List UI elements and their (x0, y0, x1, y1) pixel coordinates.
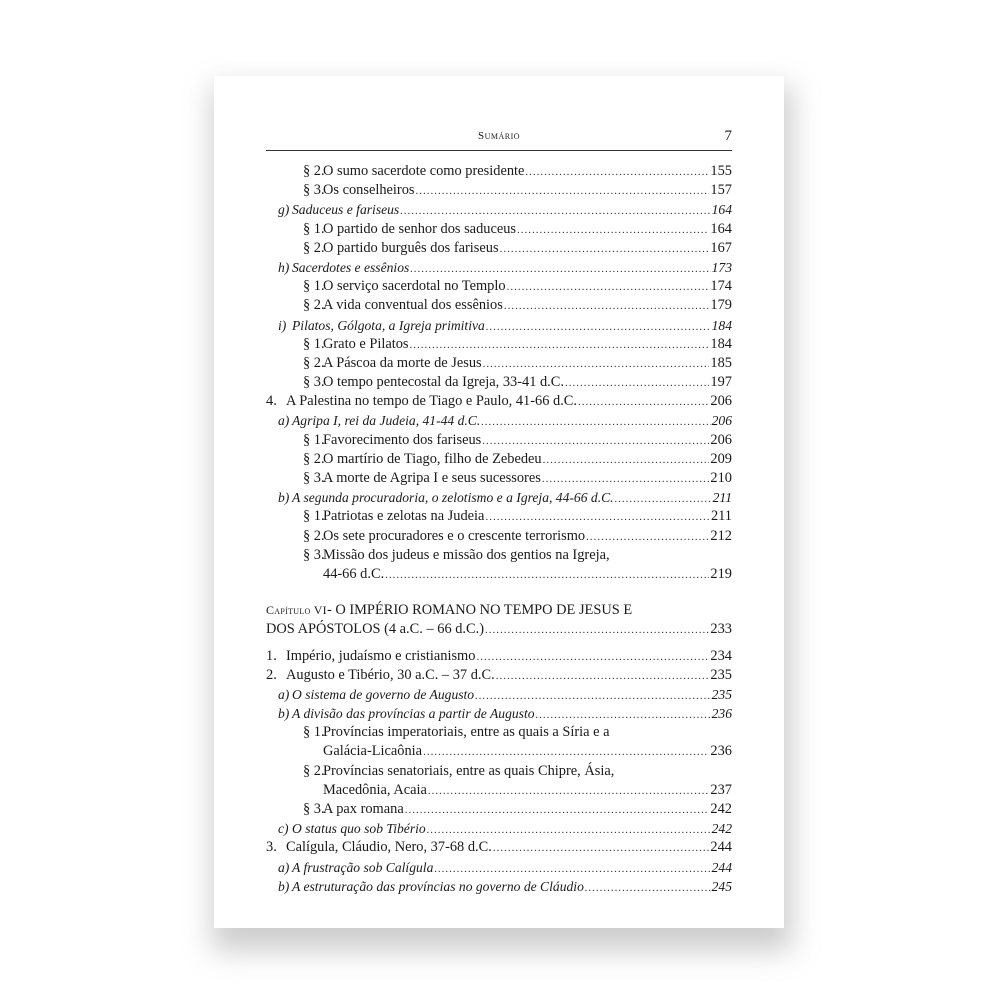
toc-entry: § 2. Províncias senatoriais, entre as quais Chipre, Ásia, (303, 762, 615, 779)
running-header (266, 128, 732, 151)
toc-entry: § 3. Os conselheiros ..... 157 (266, 181, 732, 200)
toc-entry: a) O sistema de governo de Augusto ..... 235 (266, 685, 732, 704)
toc-entry: a) Agripa I, rei da Judeia, 41-44 d.C. ..... 206 (266, 411, 732, 430)
toc-entry: § 2. O martírio de Tiago, filho de Zebedeu ..... 209 (266, 450, 732, 469)
toc-entry: § 2. A vida conventual dos essênios ..... 179 (266, 296, 732, 315)
toc-entry: 2. Augusto e Tibério, 30 a.C. – 37 d.C. ..... 235 (266, 666, 732, 685)
toc-entry: b) A estruturação das províncias no governo de Cláudio ..... 245 (266, 877, 732, 896)
toc-entry: § 2. A Páscoa da morte de Jesus ..... 185 (266, 354, 732, 373)
toc-entry-continuation: Galácia-Licaônia ..... 236 (266, 742, 732, 761)
toc-entry: 4. A Palestina no tempo de Tiago e Paulo, 41-66 d.C. ..... 206 (266, 392, 732, 411)
toc-entry: § 3. O tempo pentecostal da Igreja, 33-41 d.C. ..... 197 (266, 373, 732, 392)
chapter-heading-continuation: DOS APÓSTOLOS (4 a.C. – 66 d.C.) ..... 233 (266, 620, 732, 639)
toc-entry: § 2. Os sete procuradores e o crescente terrorismo ..... 212 (266, 527, 732, 546)
toc-entry: 3. Calígula, Cláudio, Nero, 37-68 d.C. ..... 244 (266, 838, 732, 857)
toc-entry: § 1. Favorecimento dos fariseus ..... 206 (266, 431, 732, 450)
toc-entry-continuation: Macedônia, Acaia ..... 237 (266, 781, 732, 800)
toc-entry: § 2. O partido burguês dos fariseus ..... 167 (266, 239, 732, 258)
toc-entry: § 3. A pax romana ..... 242 (266, 800, 732, 819)
page-number: 7 (724, 128, 732, 144)
toc-entry: § 1. Grato e Pilatos ..... 184 (266, 335, 732, 354)
toc-entry: § 1. O serviço sacerdotal no Templo ..... 174 (266, 277, 732, 296)
book-page (214, 76, 784, 928)
toc-entry: § 3. Missão dos judeus e missão dos gentios na Igreja, (303, 546, 610, 563)
toc-entry: § 2. O sumo sacerdote como presidente ..... 155 (266, 162, 732, 181)
toc-entry: b) A segunda procuradoria, o zelotismo e a Igreja, 44-66 d.C. ..... 211 (266, 488, 732, 507)
toc-entry-continuation: 44-66 d.C. ..... 219 (266, 565, 732, 584)
toc-entry: § 1. Patriotas e zelotas na Judeia ..... 211 (266, 507, 732, 526)
toc-entry: a) A frustração sob Calígula ..... 244 (266, 858, 732, 877)
toc-entry: h) Sacerdotes e essênios ..... 173 (266, 258, 732, 277)
toc-entry: b) A divisão das províncias a partir de Augusto ..... 236 (266, 704, 732, 723)
running-title: Sumário (477, 130, 521, 142)
toc-entry: 1. Império, judaísmo e cristianismo ..... 234 (266, 647, 732, 666)
toc-entry: i) Pilatos, Gólgota, a Igreja primitiva ..... 184 (266, 316, 732, 335)
table-of-contents (266, 162, 732, 896)
toc-entry: c) O status quo sob Tibério ..... 242 (266, 819, 732, 838)
toc-entry: § 3. A morte de Agripa I e seus sucessores ..... 210 (266, 469, 732, 488)
chapter-heading: Capítulo VI - O IMPÉRIO ROMANO NO TEMPO DE JESUS E (266, 602, 633, 619)
toc-entry: § 1. O partido de senhor dos saduceus ..... 164 (266, 220, 732, 239)
toc-entry: § 1. Províncias imperatoriais, entre as quais a Síria e a (303, 724, 610, 741)
toc-entry: g) Saduceus e fariseus ..... 164 (266, 200, 732, 219)
